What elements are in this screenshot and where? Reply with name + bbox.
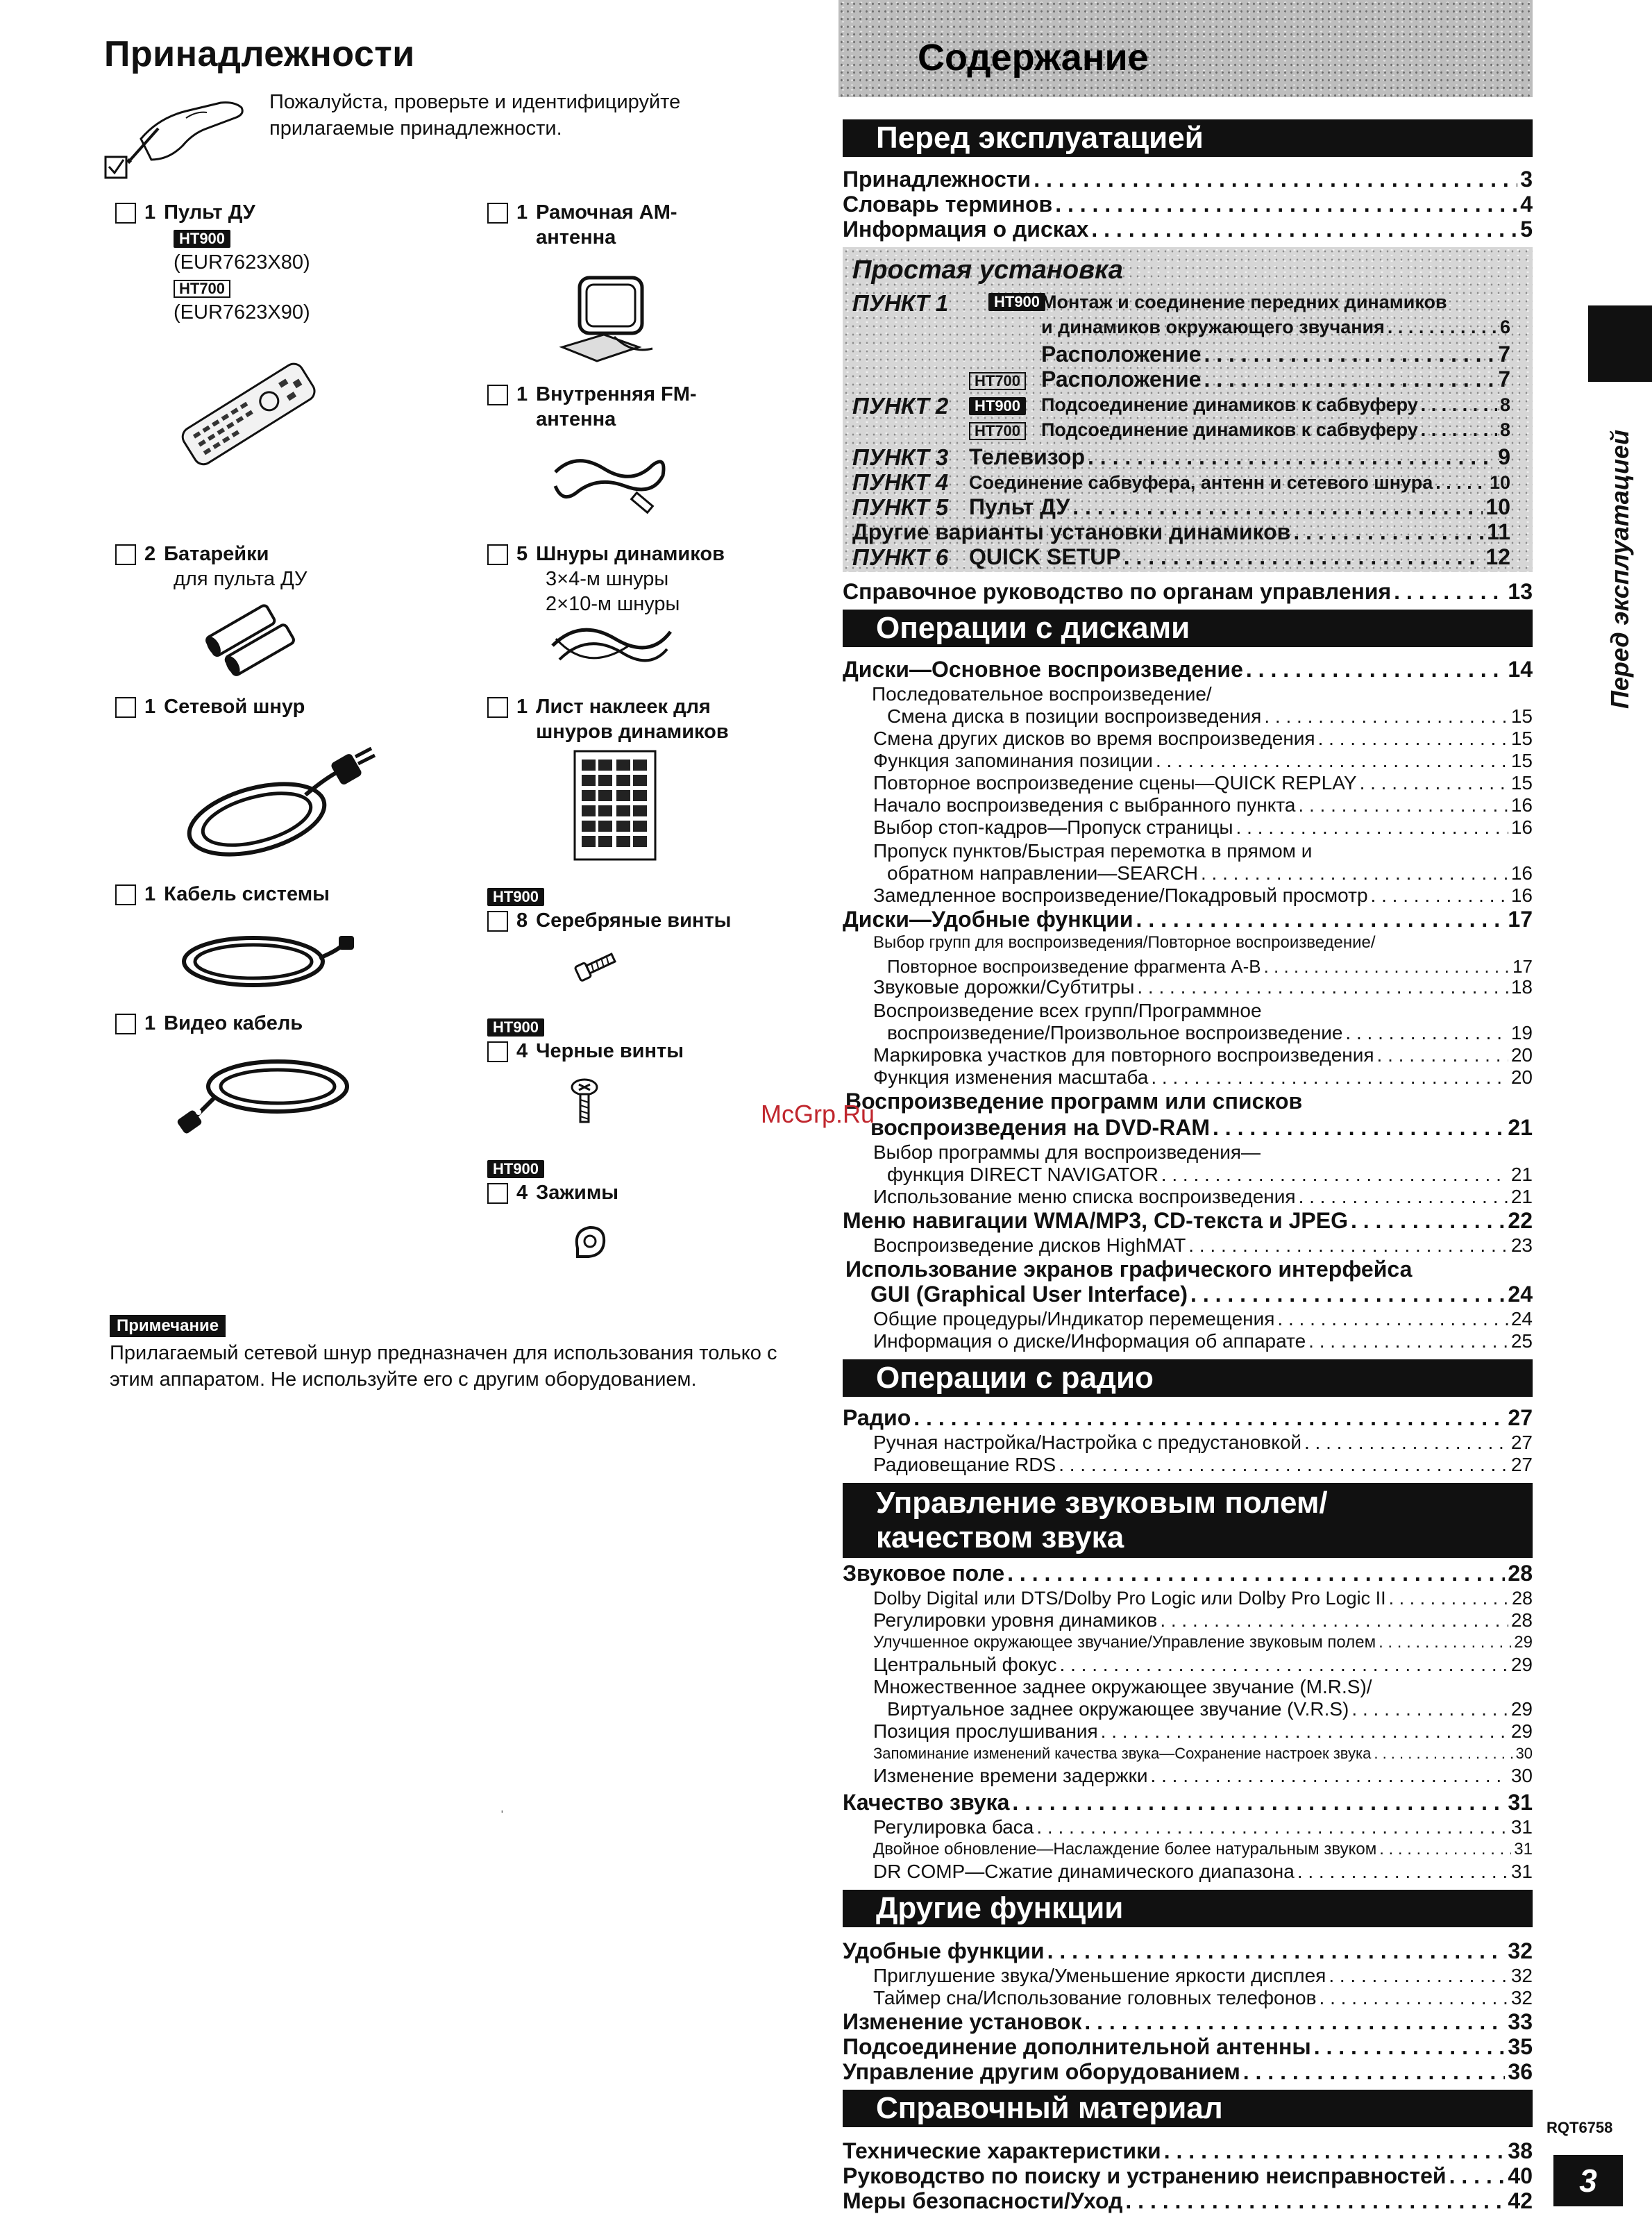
toc-subentry[interactable]: Регулировки уровня динамиков . . . 28: [843, 1609, 1533, 1631]
checkbox[interactable]: [487, 203, 508, 224]
remote-control-image: [171, 353, 323, 471]
video-cable-image: [174, 1048, 361, 1139]
toc-entry[interactable]: Пульт ДУ . . . 10: [969, 494, 1510, 520]
model-badge: HT900: [969, 397, 1026, 415]
toc-section-sound-field: Управление звуковым полем/ качеством звука: [843, 1483, 1533, 1558]
accessory-ac-cord: 1 Сетевой шнур: [115, 694, 504, 719]
checkbox[interactable]: [115, 544, 136, 565]
toc-entry[interactable]: Расположение . . . 7: [1041, 342, 1510, 367]
step-label: ПУНКТ 5: [852, 494, 949, 520]
toc-subentry[interactable]: Улучшенное окружающее звучание/Управление звуковым полем . . . 29: [843, 1631, 1533, 1654]
toc-entry[interactable]: Руководство по поиску и устранению неисправностей . . . 40: [843, 2163, 1533, 2188]
toc-entry[interactable]: Удобные функции . . . 32: [843, 1938, 1533, 1963]
toc-entry[interactable]: Принадлежности . . . 3: [843, 167, 1533, 192]
toc-entry[interactable]: Диски—Основное воспроизведение . . . 14: [843, 657, 1533, 682]
toc-subentry: Последовательное воспроизведение/: [872, 683, 1212, 705]
toc-entry[interactable]: Воспроизведение программ или списков: [845, 1089, 1303, 1114]
toc-section-reference: Справочный материал: [843, 2090, 1533, 2127]
accessory-speaker-cables: 5 Шнуры динамиков 3×4-м шнуры 2×10-м шнуры: [487, 542, 876, 616]
speaker-cables-image: [546, 611, 677, 680]
toc-subentry[interactable]: Смена диска в позиции воспроизведения . . . 15: [843, 705, 1533, 728]
checkbox[interactable]: [115, 203, 136, 224]
checkbox[interactable]: [115, 697, 136, 718]
toc-subentry[interactable]: Позиция прослушивания . . . 29: [843, 1720, 1533, 1743]
scan-speck: ˌ: [500, 1798, 505, 1813]
toc-entry[interactable]: Другие варианты установки динамиков . . . 11: [852, 519, 1510, 545]
toc-subentry[interactable]: Ручная настройка/Настройка с предустановкой . . . 27: [843, 1432, 1533, 1454]
toc-subentry[interactable]: Функция запоминания позиции . . . 15: [843, 750, 1533, 772]
batteries-image: [199, 603, 303, 679]
checkbox[interactable]: [487, 385, 508, 405]
toc-subentry: Выбор программы для воспроизведения—: [873, 1141, 1261, 1163]
toc-section-disc-operations: Операции с дисками: [843, 610, 1533, 647]
toc-entry[interactable]: Расположение . . . 7: [1041, 367, 1510, 392]
ac-cord-image: [174, 743, 382, 868]
toc-subentry[interactable]: Таймер сна/Использование головных телефонов . . . 32: [843, 1987, 1533, 2009]
toc-entry[interactable]: Использование экранов графического интерфейса: [845, 1257, 1413, 1282]
step-label: ПУНКТ 1: [852, 290, 949, 316]
toc-subentry[interactable]: Воспроизведение дисков HighMAT . . . 23: [843, 1234, 1533, 1257]
model-badge: HT900: [487, 1018, 544, 1037]
toc-subentry[interactable]: Выбор стоп-кадров—Пропуск страницы . . . 16: [843, 816, 1533, 839]
toc-subentry[interactable]: Общие процедуры/Индикатор перемещения . . . 24: [843, 1308, 1533, 1330]
checkbox[interactable]: [487, 1183, 508, 1204]
toc-subentry[interactable]: Центральный фокус . . . 29: [843, 1654, 1533, 1676]
side-tab-marker: [1588, 305, 1652, 382]
toc-entry[interactable]: Справочное руководство по органам управления . . . 13: [843, 579, 1533, 604]
page-number: 3: [1553, 2155, 1623, 2206]
toc-section-before-use: Перед эксплуатацией: [843, 119, 1533, 157]
toc-subentry[interactable]: Замедленное воспроизведение/Покадровый просмотр . . . 16: [843, 884, 1533, 907]
accessory-fm-antenna: 1 Внутренняя FM- антенна: [487, 382, 876, 432]
system-cable-image: [174, 923, 361, 1000]
toc-subentry[interactable]: Виртуальное заднее окружающее звучание (V.R.S) . . . 29: [843, 1698, 1533, 1720]
toc-entry[interactable]: Монтаж и соединение передних динамиков: [1041, 292, 1447, 312]
accessory-sticker-sheet: 1 Лист наклеек для шнуров динамиков: [487, 694, 876, 744]
toc-subentry[interactable]: Функция изменения масштаба . . . 20: [843, 1066, 1533, 1089]
toc-entry[interactable]: Телевизор . . . 9: [969, 444, 1510, 470]
toc-entry[interactable]: Диски—Удобные функции . . . 17: [843, 907, 1533, 932]
toc-entry[interactable]: Подсоединение динамиков к сабвуферу . . . 8: [1041, 394, 1510, 416]
accessory-silver-screws: HT900 8 Серебряные винты: [487, 883, 876, 933]
toc-subentry[interactable]: Приглушение звука/Уменьшение яркости дисплея . . . 32: [843, 1965, 1533, 1987]
toc-entry[interactable]: Звуковое поле . . . 28: [843, 1561, 1533, 1586]
toc-entry[interactable]: Качество звука . . . 31: [843, 1790, 1533, 1815]
toc-entry[interactable]: Технические характеристики . . . 38: [843, 2138, 1533, 2163]
toc-subentry[interactable]: воспроизведение/Произвольное воспроизведение . . . 19: [843, 1022, 1533, 1044]
toc-entry[interactable]: QUICK SETUP . . . 12: [969, 544, 1510, 570]
toc-subentry: Пропуск пунктов/Быстрая перемотка в прямом и: [873, 840, 1313, 862]
black-screw-image: [569, 1077, 600, 1126]
accessories-title: Принадлежности: [104, 34, 415, 74]
side-tab-label: Перед эксплуатацией: [1605, 430, 1634, 709]
toc-subentry[interactable]: Повторное воспроизведение сцены—QUICK REPLAY . . . 15: [843, 772, 1533, 794]
checkbox[interactable]: [487, 697, 508, 718]
checkbox[interactable]: [487, 544, 508, 565]
toc-subentry[interactable]: DR COMP—Сжатие динамического диапазона . . . 31: [843, 1861, 1533, 1883]
toc-subentry[interactable]: Регулировка баса . . . 31: [843, 1816, 1533, 1838]
step-label: ПУНКТ 3: [852, 444, 949, 470]
toc-subentry: Выбор групп для воспроизведения/Повторное воспроизведение/: [873, 933, 1376, 952]
toc-entry[interactable]: Меню навигации WMA/MP3, CD-текста и JPEG . . . 22: [843, 1208, 1533, 1233]
toc-section-radio: Операции с радио: [843, 1359, 1533, 1397]
step-label: ПУНКТ 6: [852, 544, 949, 570]
accessory-video-cable: 1 Видео кабель: [115, 1011, 504, 1036]
toc-entry[interactable]: Меры безопасности/Уход . . . 42: [843, 2188, 1533, 2213]
step-label: ПУНКТ 4: [852, 469, 949, 495]
toc-entry[interactable]: и динамиков окружающего звучания . . . 6: [1041, 317, 1510, 338]
accessory-black-screws: HT900 4 Черные винты: [487, 1014, 876, 1064]
simple-setup-title: Простая установка: [852, 255, 1123, 285]
model-badge: HT700: [969, 372, 1026, 390]
model-badge: HT900: [487, 888, 544, 906]
accessory-clamps: HT900 4 Зажимы: [487, 1155, 876, 1205]
toc-subentry[interactable]: Запоминание изменений качества звука—Сохранение настроек звука . . . 30: [843, 1743, 1533, 1765]
clamp-image: [571, 1220, 609, 1262]
checkbox[interactable]: [115, 1014, 136, 1034]
toc-entry[interactable]: Изменение установок . . . 33: [843, 2009, 1533, 2034]
toc-subentry[interactable]: Радиовещание RDS . . . 27: [843, 1454, 1533, 1476]
toc-subentry[interactable]: Повторное воспроизведение фрагмента A-B . . . 17: [843, 955, 1533, 978]
note-label: Примечание: [110, 1315, 226, 1337]
toc-entry[interactable]: Управление другим оборудованием . . . 36: [843, 2059, 1533, 2084]
toc-subentry[interactable]: Dolby Digital или DTS/Dolby Pro Logic или Dolby Pro Logic II . . . 28: [843, 1587, 1533, 1609]
toc-entry[interactable]: Информация о дисках . . . 5: [843, 217, 1533, 242]
toc-entry[interactable]: Словарь терминов . . . 4: [843, 192, 1533, 217]
checkbox[interactable]: [487, 1041, 508, 1062]
checkbox[interactable]: [487, 911, 508, 932]
checkbox[interactable]: [115, 884, 136, 905]
toc-subentry[interactable]: Изменение времени задержки . . . 30: [843, 1765, 1533, 1787]
toc-subentry[interactable]: обратном направлении—SEARCH . . . 16: [843, 862, 1533, 884]
accessory-batteries: 2 Батарейки для пульта ДУ: [115, 542, 504, 592]
sticker-sheet-image: [573, 750, 657, 861]
fm-antenna-image: [548, 444, 673, 521]
accessory-am-antenna: 1 Рамочная AM- антенна: [487, 200, 876, 250]
toc-subentry[interactable]: функция DIRECT NAVIGATOR . . . 21: [843, 1164, 1533, 1186]
toc-entry[interactable]: Соединение сабвуфера, антенн и сетевого шнура . . . 10: [969, 472, 1510, 494]
model-badge: HT900: [988, 293, 1045, 311]
toc-title: Содержание: [918, 37, 1149, 78]
toc-subentry: Воспроизведение всех групп/Программное: [873, 1000, 1262, 1021]
hand-writing-check-icon: [103, 90, 262, 181]
toc-entry[interactable]: Радио . . . 27: [843, 1405, 1533, 1430]
accessories-intro: Пожалуйста, проверьте и идентифицируйте прилагаемые принадлежности.: [269, 91, 681, 140]
toc-subentry[interactable]: Двойное обновление—Наслаждение более натуральным звуком . . . 31: [843, 1838, 1533, 1861]
toc-entry[interactable]: Подсоединение дополнительной антенны . . . 35: [843, 2034, 1533, 2059]
silver-screw-image: [572, 948, 621, 983]
toc-subentry: Множественное заднее окружающее звучание (M.R.S)/: [873, 1676, 1372, 1697]
note-text: Прилагаемый сетевой шнур предназначен для использования только с этим аппаратом. Не используйте его с другим оборудованием.: [110, 1342, 777, 1391]
watermark: McGrp.Ru: [761, 1100, 875, 1128]
model-badge: HT900: [487, 1160, 544, 1178]
model-badge: HT900: [174, 230, 230, 248]
toc-entry[interactable]: GUI (Graphical User Interface) . . . 24: [843, 1282, 1533, 1307]
toc-subentry[interactable]: Начало воспроизведения с выбранного пункта . . . 16: [843, 794, 1533, 816]
toc-subentry[interactable]: Информация о диске/Информация об аппарате . . . 25: [843, 1330, 1533, 1352]
toc-entry[interactable]: Подсоединение динамиков к сабвуферу . . . 8: [1041, 419, 1510, 441]
toc-subentry[interactable]: Смена других дисков во время воспроизведения . . . 15: [843, 728, 1533, 750]
toc-section-other-functions: Другие функции: [843, 1890, 1533, 1927]
accessory-system-cable: 1 Кабель системы: [115, 882, 504, 907]
toc-subentry[interactable]: Использование меню списка воспроизведения . . . 21: [843, 1186, 1533, 1208]
step-label: ПУНКТ 2: [852, 393, 949, 419]
toc-subentry[interactable]: Звуковые дорожки/Субтитры . . . 18: [843, 976, 1533, 998]
model-badge: HT700: [969, 422, 1026, 440]
accessory-remote: 1 Пульт ДУ HT900 (EUR7623X80) HT700 (EUR7623X90): [115, 200, 504, 325]
document-code: RQT6758: [1546, 2119, 1613, 2136]
model-badge: HT700: [174, 280, 230, 298]
toc-subentry[interactable]: Маркировка участков для повторного воспроизведения . . . 20: [843, 1044, 1533, 1066]
toc-entry[interactable]: воспроизведения на DVD-RAM . . . 21: [843, 1115, 1533, 1140]
am-loop-antenna-image: [548, 271, 666, 368]
